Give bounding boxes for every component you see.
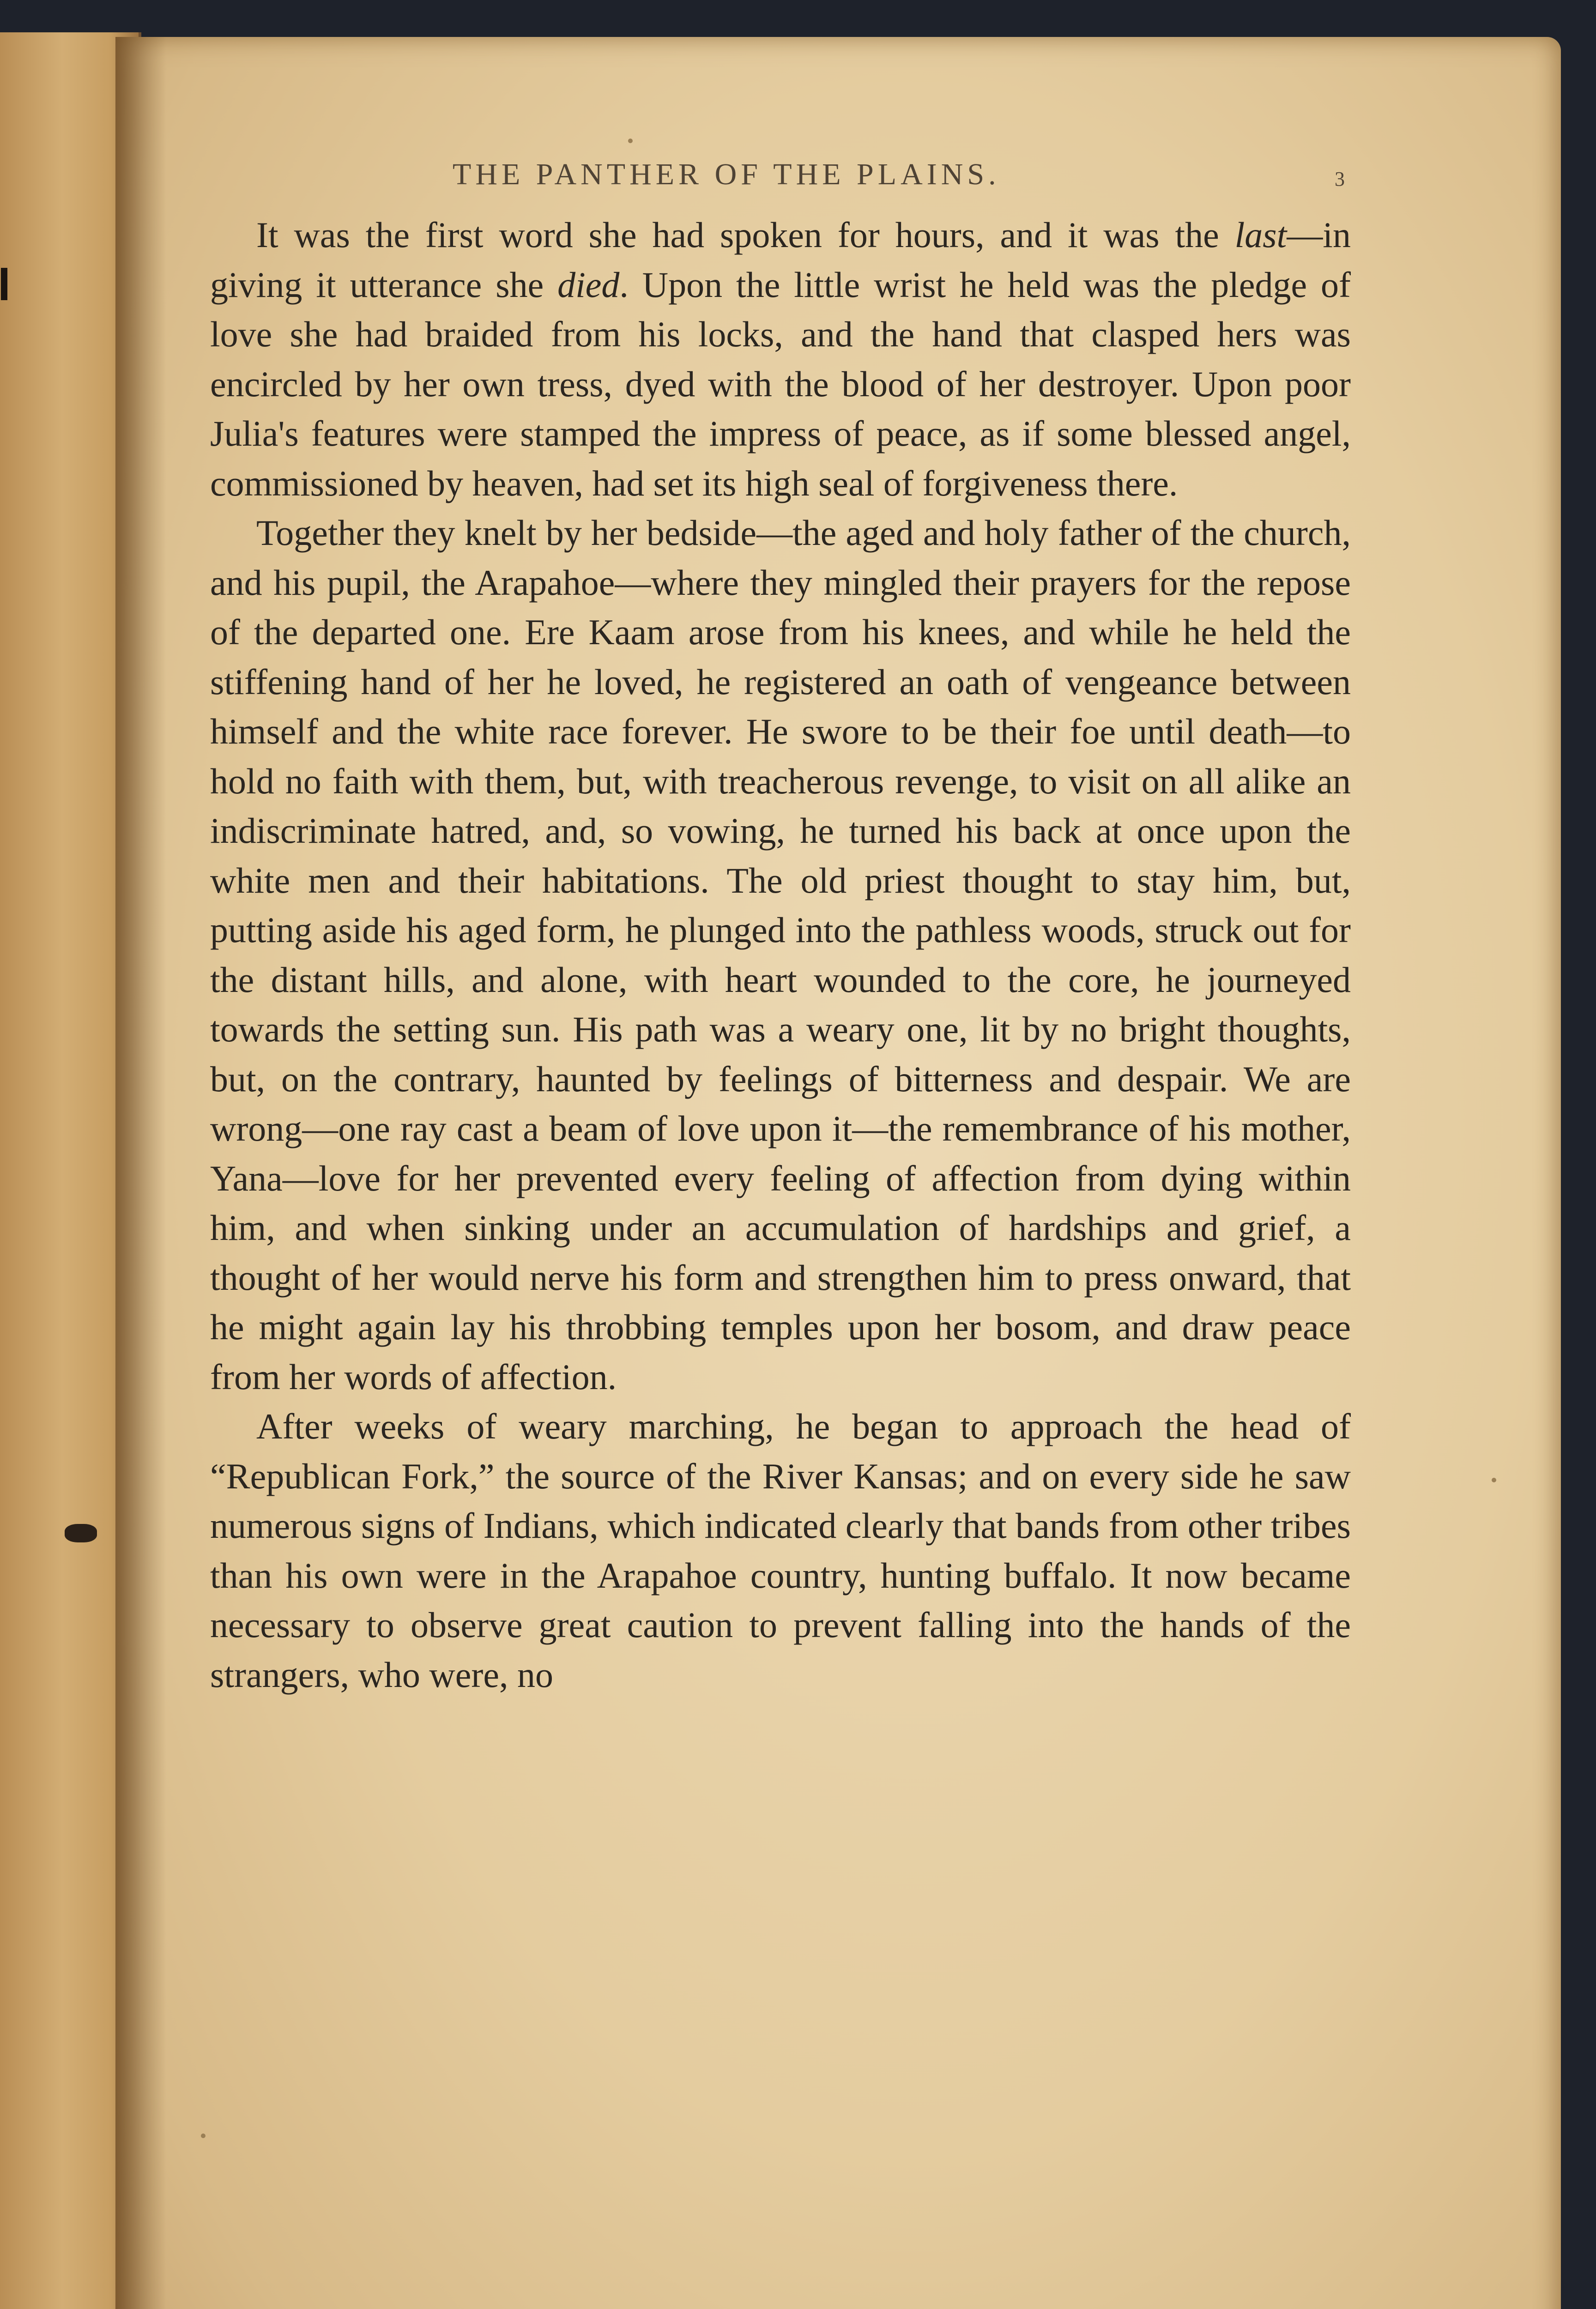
paper-speck — [201, 2134, 206, 2138]
page-edge-mark — [1, 268, 7, 300]
gutter-shadow — [115, 37, 166, 2309]
italic-word: last — [1234, 215, 1287, 255]
paragraph-1 — [210, 210, 1351, 508]
paragraph-text: —in giving it utterance she — [210, 215, 1351, 305]
body-text — [210, 210, 1351, 1699]
page-number: 3 — [1335, 168, 1345, 190]
binding-stain — [65, 1524, 97, 1542]
italic-word: died — [557, 264, 620, 305]
paragraph-text: It was the first word she had spoken for hours, and it was the — [256, 215, 1235, 255]
paper-speck — [1492, 1478, 1496, 1482]
paragraph-3: After weeks of weary marching, he began to approach the head of “Republican Fork,” the source of the River Kansas; and on every side he saw numerous signs of Indians, which indicated clearly that bands from other tribes than his own were in the Arapahoe country, hunting buffalo. It now became necessary to observe great caution to prevent falling into the hands of the strangers, who were, no — [210, 1406, 1351, 1695]
paper-speck — [628, 139, 633, 143]
running-head: THE PANTHER OF THE PLAINS. — [453, 157, 1000, 191]
paragraph-2: Together they knelt by her bedside—the aged and holy father of the church, and his pupil, the Arapahoe—where they mingled their prayers for the repose of the departed one. Ere Kaam arose from his knees, and while he held the stiffening hand of her he loved, he registered an oath of vengeance between himself and the white race forever. He swore to be their foe until death—to hold no faith with them, but, with treacherous revenge, to visit on all alike an indiscriminate hatred, and, so vowing, he turned his back at once upon the white men and their habitations. The old priest thought to stay him, but, putting aside his aged form, he plunged into the pathless woods, struck out for the distant hills, and alone, with heart wounded to the core, he journeyed towards the setting sun. His path was a weary one, lit by no bright thoughts, but, on the contrary, haunted by feelings of bitterness and despair. We are wrong—one ray cast a beam of love upon it—the remembrance of his mother, Yana—love for her prevented every feeling of affection from dying within him, and when sinking under an accumulation of hardships and grief, a thought of her would nerve his form and strengthen him to press onward, that he might again lay his throbbing temples upon her bosom, and draw peace from her words of affection. — [210, 513, 1351, 1397]
paragraph-text: . Upon the little wrist he held was the pledge of love she had braided from his locks, and the hand that clasped hers was encircled by her own tress, dyed with the blood of her destroyer. Upon poor Julia's features were stamped the impress of peace, as if some blessed angel, commissioned by heaven, had set its high seal of forgiveness there. — [210, 264, 1351, 503]
